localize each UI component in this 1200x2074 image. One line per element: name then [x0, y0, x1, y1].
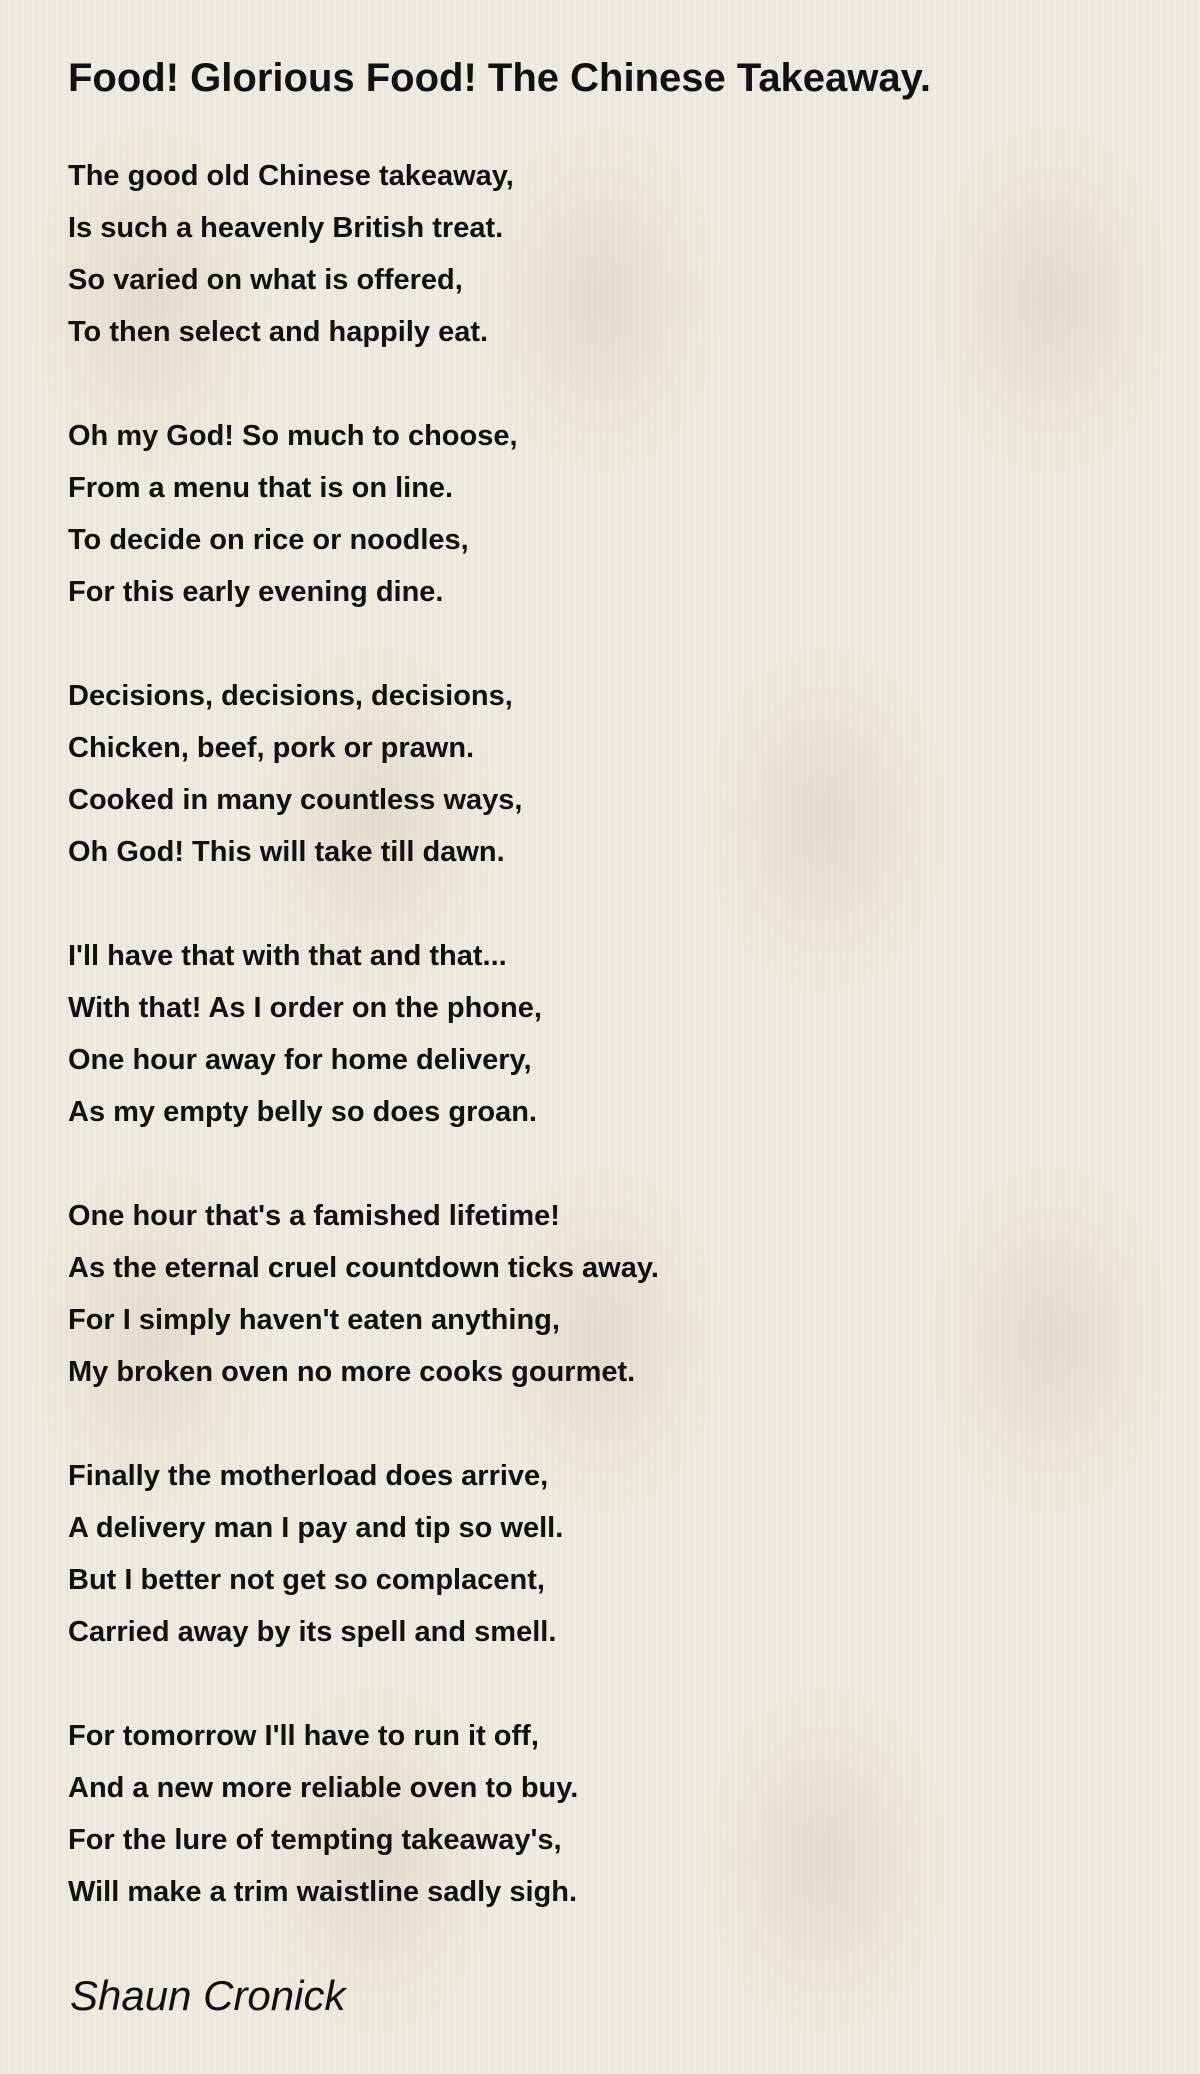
- poem-line: One hour away for home delivery,: [68, 1044, 532, 1076]
- poem-line: A delivery man I pay and tip so well.: [68, 1512, 564, 1544]
- stanza-1: [68, 150, 1148, 358]
- poem-line: So varied on what is offered,: [68, 264, 463, 296]
- poem-body: [68, 150, 1148, 1970]
- stanza-4: [68, 930, 1148, 1138]
- stanza-5: [68, 1190, 1148, 1398]
- poem-line: Oh God! This will take till dawn.: [68, 836, 505, 868]
- poem-line: To decide on rice or noodles,: [68, 524, 469, 556]
- poem-line: Is such a heavenly British treat.: [68, 212, 504, 244]
- poem-title: Food! Glorious Food! The Chinese Takeaway.: [68, 56, 932, 100]
- poem-line: To then select and happily eat.: [68, 316, 489, 348]
- poem-line: One hour that's a famished lifetime!: [68, 1200, 560, 1232]
- poem-line: From a menu that is on line.: [68, 472, 454, 504]
- poem-line: Oh my God! So much to choose,: [68, 420, 518, 452]
- poem-line: With that! As I order on the phone,: [68, 992, 542, 1024]
- poem-line: For the lure of tempting takeaway's,: [68, 1824, 562, 1856]
- stanza-3: [68, 670, 1148, 878]
- poem-line: For I simply haven't eaten anything,: [68, 1304, 560, 1336]
- poem-line: And a new more reliable oven to buy.: [68, 1772, 579, 1804]
- poem-line: My broken oven no more cooks gourmet.: [68, 1356, 636, 1388]
- poem-line: Chicken, beef, pork or prawn.: [68, 732, 475, 764]
- stanza-6: [68, 1450, 1148, 1658]
- author-name: Shaun Cronick: [70, 1972, 346, 2019]
- stanza-2: [68, 410, 1148, 618]
- poem-line: As my empty belly so does groan.: [68, 1096, 537, 1128]
- poem-line: I'll have that with that and that...: [68, 940, 507, 972]
- poem-line: For tomorrow I'll have to run it off,: [68, 1720, 539, 1752]
- poem-line: For this early evening dine.: [68, 576, 444, 608]
- poem-line: Decisions, decisions, decisions,: [68, 680, 513, 712]
- poem-line: Carried away by its spell and smell.: [68, 1616, 557, 1648]
- poem-line: As the eternal cruel countdown ticks away.: [68, 1252, 659, 1284]
- stanza-7: [68, 1710, 1148, 1918]
- poem-line: Finally the motherload does arrive,: [68, 1460, 549, 1492]
- poem-line: But I better not get so complacent,: [68, 1564, 545, 1596]
- poem-line: Will make a trim waistline sadly sigh.: [68, 1876, 578, 1908]
- poem-line: The good old Chinese takeaway,: [68, 160, 514, 192]
- poem-line: Cooked in many countless ways,: [68, 784, 523, 816]
